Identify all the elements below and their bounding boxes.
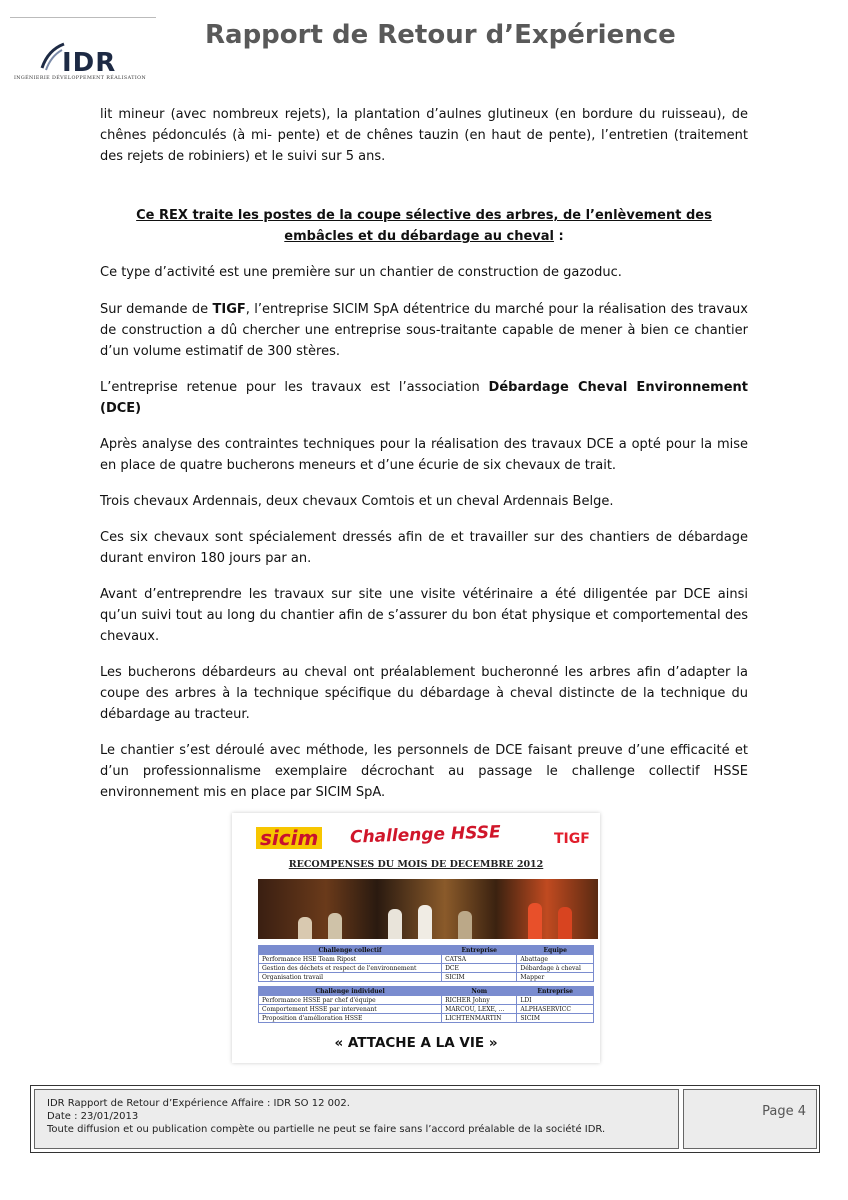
table-row bbox=[259, 1005, 594, 1014]
paragraph-3 bbox=[100, 377, 748, 419]
table-row bbox=[259, 955, 594, 964]
paragraph-4: Après analyse des contraintes techniques pour la réalisation des travaux DCE a opté pour la mise en place de quatre bucherons meneurs et d’une écurie de six chevaux de trait. bbox=[100, 437, 748, 473]
individual-header-3: Entreprise bbox=[517, 987, 594, 996]
report-body bbox=[100, 104, 748, 803]
p3-bold: Débardage Cheval Environnement (DCE) bbox=[100, 380, 749, 416]
p3-before: L’entreprise retenue pour les travaux est l’association bbox=[100, 380, 489, 395]
poster-subtitle: RECOMPENSES DU MOIS DE DECEMBRE 2012 bbox=[288, 859, 544, 870]
individual-header-row bbox=[259, 987, 594, 996]
table-cell: Abattage bbox=[517, 955, 594, 964]
table-cell: Comportement HSSE par intervenant bbox=[259, 1005, 442, 1014]
table-row bbox=[259, 964, 594, 973]
table-cell: Organisation travail bbox=[259, 973, 442, 982]
table-cell: ALPHASERVICC bbox=[517, 1005, 594, 1014]
logo-tagline: INGÉNIERIE DÉVELOPPEMENT RÉALISATION bbox=[14, 76, 147, 81]
page-footer bbox=[30, 1085, 820, 1153]
rex-heading bbox=[100, 205, 748, 247]
logo-area bbox=[10, 14, 156, 84]
individual-header-1: Challenge individuel bbox=[259, 987, 442, 996]
table-cell: Débardage à cheval bbox=[517, 964, 594, 973]
table-cell: Performance HSSE par chef d'équipe bbox=[259, 996, 442, 1005]
page-number: Page 4 bbox=[762, 1104, 806, 1119]
collective-header-1: Challenge collectif bbox=[259, 946, 442, 955]
footer-line-disclaimer: Toute diffusion et ou publication compète ou partielle ne peut se faire sans l’accord préalable de la société IDR. bbox=[47, 1124, 606, 1135]
footer-page-box bbox=[683, 1089, 817, 1149]
p2-bold: TIGF bbox=[212, 302, 246, 317]
table-cell: Gestion des déchets et respect de l'environnement bbox=[259, 964, 442, 973]
table-cell: MARCOU, LEXE, ... bbox=[442, 1005, 517, 1014]
table-cell: SICIM bbox=[442, 973, 517, 982]
table-cell: Proposition d'amélioration HSSE bbox=[259, 1014, 442, 1023]
table-cell: Performance HSE Team Ripost bbox=[259, 955, 442, 964]
footer-line-date: Date : 23/01/2013 bbox=[47, 1111, 139, 1122]
poster-slogan: « ATTACHE A LA VIE » bbox=[334, 1035, 498, 1051]
poster-group-photo bbox=[258, 879, 598, 939]
collective-header-row bbox=[259, 946, 594, 955]
rex-heading-text: Ce REX traite les postes de la coupe sélective des arbres, de l’enlèvement des embâcles et du débardage au cheval bbox=[136, 208, 712, 244]
poster-awards-table bbox=[258, 945, 594, 1023]
paragraph-6: Ces six chevaux sont spécialement dressés afin de et travailler sur des chantiers de débardage durant environ 180 jours par an. bbox=[100, 530, 748, 566]
table-cell: SICIM bbox=[517, 1014, 594, 1023]
document-title: Rapport de Retour d’Expérience bbox=[205, 20, 676, 50]
rex-heading-suffix: : bbox=[553, 229, 564, 244]
intro-paragraph: lit mineur (avec nombreux rejets), la plantation d’aulnes glutineux (en bordure du ruisseau), de chênes pédonculés (à mi- pente) et de chênes tauzin (en haut de pente), l’entretien (traitement des rejets de robiniers) et le suivi sur 5 ans. bbox=[100, 107, 748, 164]
poster-tigf-logo: TIGF bbox=[554, 831, 590, 847]
poster-sicim-logo: sicim bbox=[256, 827, 322, 849]
paragraph-7: Avant d’entreprendre les travaux sur site une visite vétérinaire a été diligentée par DCE ainsi qu’un suivi tout au long du chantier afin de s’assurer du bon état physique et comportemental des chevaux. bbox=[100, 587, 748, 644]
collective-header-3: Equipe bbox=[517, 946, 594, 955]
paragraph-9: Le chantier s’est déroulé avec méthode, les personnels de DCE faisant preuve d’une efficacité et d’un professionnalisme exemplaire décrochant au passage le challenge collectif HSSE environnement mis en place par SICIM SpA. bbox=[100, 743, 748, 800]
paragraph-1: Ce type d’activité est une première sur un chantier de construction de gazoduc. bbox=[100, 265, 622, 280]
table-cell: Mapper bbox=[517, 973, 594, 982]
table-row bbox=[259, 996, 594, 1005]
logo-rule bbox=[10, 17, 156, 18]
footer-info-box bbox=[34, 1089, 679, 1149]
poster-challenge-title: Challenge HSSE bbox=[349, 822, 501, 848]
paragraph-8: Les bucherons débardeurs au cheval ont préalablement bucheronné les arbres afin d’adapter la coupe des arbres à la technique spécifique du débardage à cheval distincte de la technique du débardage au tracteur. bbox=[100, 665, 748, 722]
p2-before: Sur demande de bbox=[100, 302, 213, 317]
logo-text: IDR bbox=[62, 48, 117, 78]
individual-header-2: Nom bbox=[442, 987, 517, 996]
table-cell: RICHER Johny bbox=[442, 996, 517, 1005]
table-row bbox=[259, 1014, 594, 1023]
table-row bbox=[259, 973, 594, 982]
paragraph-5: Trois chevaux Ardennais, deux chevaux Comtois et un cheval Ardennais Belge. bbox=[100, 494, 614, 509]
collective-header-2: Entreprise bbox=[442, 946, 517, 955]
challenge-poster-image bbox=[232, 813, 600, 1063]
footer-line-report: IDR Rapport de Retour d’Expérience Affaire : IDR SO 12 002. bbox=[47, 1098, 350, 1109]
p2-after: , l’entreprise SICIM SpA détentrice du marché pour la réalisation des travaux de construction a dû chercher une entreprise sous-traitante capable de mener à bien ce chantier d’un volume estimatif de 300 stères. bbox=[100, 302, 748, 359]
table-cell: LDI bbox=[517, 996, 594, 1005]
paragraph-2 bbox=[100, 299, 748, 362]
table-cell: DCE bbox=[442, 964, 517, 973]
table-cell: LICHTENMARTIN bbox=[442, 1014, 517, 1023]
table-cell: CATSA bbox=[442, 955, 517, 964]
